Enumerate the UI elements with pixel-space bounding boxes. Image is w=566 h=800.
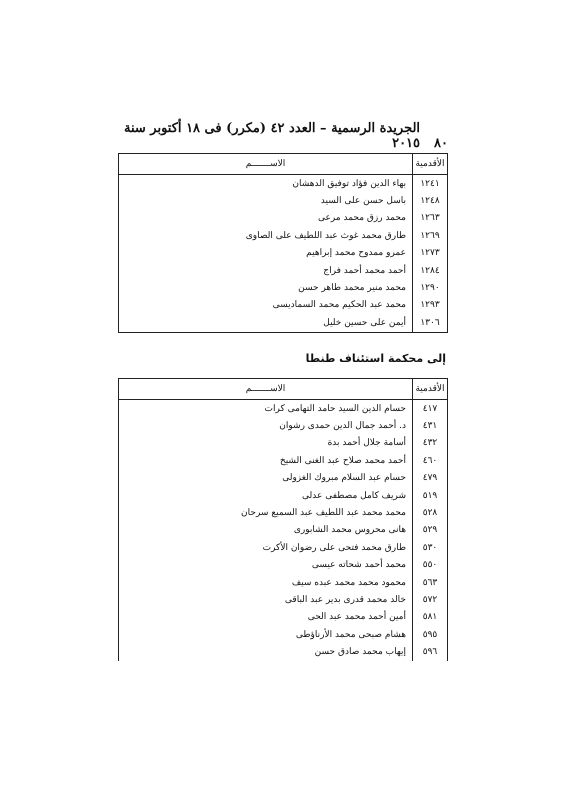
column-header-seniority: الأقدمية (413, 154, 448, 175)
section-title: إلى محكمة استئناف طنطا (305, 352, 446, 365)
name-cell: أحمد محمد صلاح عبد الغنى الشيخ (119, 452, 413, 469)
table-row (119, 279, 448, 296)
seniority-cell: ٤١٧ (413, 400, 448, 418)
name-cell: باسل حسن على السيد (119, 192, 413, 209)
table-header-row (119, 154, 448, 175)
seniority-cell: ٤٦٠ (413, 452, 448, 469)
table-row (119, 417, 448, 434)
table-1-body (119, 175, 448, 333)
name-cell: هشام صبحى محمد الأرناؤطى (119, 626, 413, 643)
name-cell: أمين أحمد محمد عبد الحى (119, 609, 413, 626)
seniority-cell: ٥٨١ (413, 609, 448, 626)
seniority-cell: ١٢٦٩ (413, 227, 448, 244)
column-header-name: الاســـــــم (119, 379, 413, 400)
seniority-table-2 (118, 378, 448, 661)
name-cell: حسام عبد السلام مبروك الغزولى (119, 470, 413, 487)
table-2-body (119, 400, 448, 661)
name-cell: محمد عبد الحكيم محمد السماديسى (119, 297, 413, 314)
seniority-cell: ١٣٠٦ (413, 314, 448, 332)
table-row (119, 522, 448, 539)
name-cell: د. أحمد جمال الدين حمدى رشوان (119, 417, 413, 434)
table-row (119, 452, 448, 469)
name-cell: شريف كامل مصطفى عدلى (119, 487, 413, 504)
table-row (119, 470, 448, 487)
seniority-cell: ٥١٩ (413, 487, 448, 504)
seniority-cell: ٥٢٨ (413, 504, 448, 521)
seniority-cell: ١٢٤١ (413, 175, 448, 193)
table-row (119, 210, 448, 227)
seniority-cell: ٥٦٣ (413, 574, 448, 591)
table-row (119, 643, 448, 660)
table-row (119, 400, 448, 418)
name-cell: محمد أحمد شحاته عيسى (119, 557, 413, 574)
seniority-cell: ١٢٧٣ (413, 245, 448, 262)
seniority-cell: ٤٣١ (413, 417, 448, 434)
page-number: ٨٠ (434, 136, 448, 151)
seniority-cell: ١٢٦٣ (413, 210, 448, 227)
seniority-cell: ١٢٩٣ (413, 297, 448, 314)
page-header (100, 121, 448, 151)
seniority-cell: ٥٧٢ (413, 591, 448, 608)
seniority-cell: ٥٩٦ (413, 643, 448, 660)
table-row (119, 245, 448, 262)
name-cell: محمد منير محمد طاهر حسن (119, 279, 413, 296)
table-row (119, 591, 448, 608)
name-cell: هانى محروس محمد الشابورى (119, 522, 413, 539)
seniority-table-1 (118, 153, 448, 333)
name-cell: أيمن على حسين خليل (119, 314, 413, 332)
table-row (119, 435, 448, 452)
table-row (119, 557, 448, 574)
name-cell: محمود محمد محمد عبده سيف (119, 574, 413, 591)
seniority-cell: ١٢٨٤ (413, 262, 448, 279)
name-cell: أحمد محمد أحمد فراج (119, 262, 413, 279)
name-cell: طارق محمد فتحى على رضوان الأكرت (119, 539, 413, 556)
seniority-cell: ٥٣٠ (413, 539, 448, 556)
table-row (119, 626, 448, 643)
name-cell: إيهاب محمد صادق حسن (119, 643, 413, 660)
table-row (119, 175, 448, 193)
seniority-cell: ١٢٩٠ (413, 279, 448, 296)
name-cell: عمرو ممدوح محمد إبراهيم (119, 245, 413, 262)
seniority-cell: ٤٧٩ (413, 470, 448, 487)
name-cell: أسامة جلال أحمد بدة (119, 435, 413, 452)
seniority-cell: ٥٥٠ (413, 557, 448, 574)
name-cell: خالد محمد قدرى بدير عبد الباقى (119, 591, 413, 608)
name-cell: بهاء الدين فؤاد توفيق الدهشان (119, 175, 413, 193)
table-row (119, 192, 448, 209)
name-cell: محمد رزق محمد مرعى (119, 210, 413, 227)
seniority-cell: ٥٩٥ (413, 626, 448, 643)
table-row (119, 262, 448, 279)
seniority-cell: ٤٣٢ (413, 435, 448, 452)
table-row (119, 504, 448, 521)
table-row (119, 539, 448, 556)
seniority-cell: ١٢٤٨ (413, 192, 448, 209)
table-row (119, 227, 448, 244)
column-header-name: الاســـــــم (119, 154, 413, 175)
name-cell: محمد محمد عبد اللطيف عبد السميع سرحان (119, 504, 413, 521)
gazette-title: الجريدة الرسمية – العدد ٤٢ (مكرر) فى ١٨ أكتوبر سنة ٢٠١٥ (123, 121, 421, 151)
table-header-row (119, 379, 448, 400)
column-header-seniority: الأقدمية (413, 379, 448, 400)
name-cell: حسام الدين السيد حامد التهامى كرات (119, 400, 413, 418)
table-row (119, 314, 448, 332)
name-cell: طارق محمد غوث عبد اللطيف على الصاوى (119, 227, 413, 244)
table-row (119, 297, 448, 314)
seniority-cell: ٥٢٩ (413, 522, 448, 539)
table-row (119, 609, 448, 626)
table-row (119, 487, 448, 504)
table-row (119, 574, 448, 591)
